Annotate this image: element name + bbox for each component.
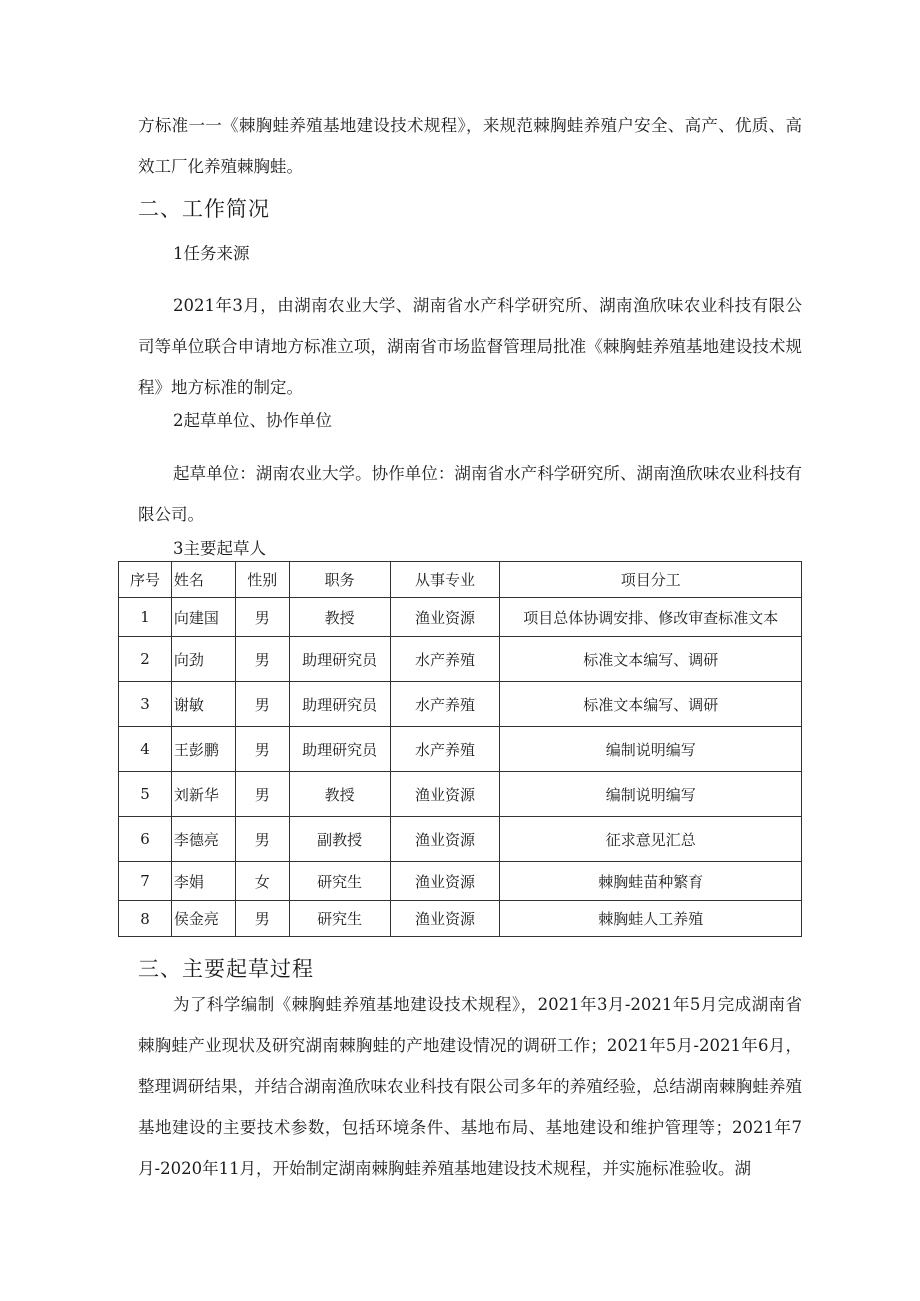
section-3-heading: 三、主要起草过程: [138, 957, 314, 981]
table-cell: 助理研究员: [289, 682, 390, 727]
table-cell: 征求意见汇总: [500, 817, 802, 862]
table-cell: 谢敏: [171, 682, 235, 727]
table-header-cell: 姓名: [171, 562, 235, 598]
table-cell: 棘胸蛙人工养殖: [500, 901, 802, 937]
table-cell: 编制说明编写: [500, 727, 802, 772]
table-cell: 向建国: [171, 598, 235, 637]
table-cell: 水产养殖: [390, 682, 500, 727]
table-cell: 向劲: [171, 637, 235, 682]
table-cell: 李德亮: [171, 817, 235, 862]
table-header-cell: 项目分工: [500, 562, 802, 598]
table-cell: 3: [119, 682, 172, 727]
table-cell: 7: [119, 862, 172, 901]
drafters-table: [118, 561, 802, 937]
table-cell: 研究生: [289, 901, 390, 937]
table-cell: 李娟: [171, 862, 235, 901]
table-cell: 男: [235, 598, 289, 637]
table-cell: 助理研究员: [289, 727, 390, 772]
table-header-cell: 职务: [289, 562, 390, 598]
table-cell: 渔业资源: [390, 772, 500, 817]
table-cell: 男: [235, 727, 289, 772]
section-2-heading: 二、工作简况: [138, 197, 270, 221]
table-row: [119, 772, 802, 817]
table-header-cell: 从事专业: [390, 562, 500, 598]
table-cell: 1: [119, 598, 172, 637]
table-cell: 女: [235, 862, 289, 901]
table-cell: 项目总体协调安排、修改审查标准文本: [500, 598, 802, 637]
table-cell: 渔业资源: [390, 598, 500, 637]
table-cell: 渔业资源: [390, 901, 500, 937]
table-cell: 副教授: [289, 817, 390, 862]
table-cell: 男: [235, 817, 289, 862]
table-cell: 男: [235, 772, 289, 817]
table-cell: 编制说明编写: [500, 772, 802, 817]
table-cell: 水产养殖: [390, 727, 500, 772]
table-row: [119, 682, 802, 727]
table-cell: 渔业资源: [390, 862, 500, 901]
table-row: [119, 727, 802, 772]
task-source-heading: 1任务来源: [173, 244, 250, 263]
table-cell: 水产养殖: [390, 637, 500, 682]
table-cell: 教授: [289, 598, 390, 637]
table-row: [119, 862, 802, 901]
table-row: [119, 637, 802, 682]
table-cell: 助理研究员: [289, 637, 390, 682]
table-row: [119, 598, 802, 637]
section-3-paragraph: 为了科学编制《棘胸蛙养殖基地建设技术规程》，2021年3月-2021年5月完成湖南省棘胸蛙产业现状及研究湖南棘胸蛙的产地建设情况的调研工作；2021年5月-2021年6月，整理调研结果，并结合湖南渔欣味农业科技有限公司多年的养殖经验，总结湖南棘胸蛙养殖基地建设的主要技术参数，包括环境条件、基地布局、基地建设和维护管理等；2021年7月-2020年11月，开始制定湖南棘胸蛙养殖基地建设技术规程，并实施标准验收。湖: [138, 995, 802, 1178]
units-paragraph: 起草单位：湖南农业大学。协作单位：湖南省水产科学研究所、湖南渔欣味农业科技有限公司。: [138, 464, 802, 524]
table-header-cell: 序号: [119, 562, 172, 598]
table-cell: 8: [119, 901, 172, 937]
table-header-cell: 性别: [235, 562, 289, 598]
units-heading: 2起草单位、协作单位: [173, 411, 332, 430]
table-cell: 渔业资源: [390, 817, 500, 862]
table-row: [119, 817, 802, 862]
table-cell: 王彭鹏: [171, 727, 235, 772]
table-cell: 男: [235, 637, 289, 682]
intro-paragraph: 方标准一一《棘胸蛙养殖基地建设技术规程》，来规范棘胸蛙养殖户安全、高产、优质、高效工厂化养殖棘胸蛙。: [138, 116, 802, 176]
table-cell: 研究生: [289, 862, 390, 901]
table-header-row: [119, 562, 802, 598]
table-cell: 男: [235, 901, 289, 937]
table-cell: 4: [119, 727, 172, 772]
task-source-paragraph: 2021年3月，由湖南农业大学、湖南省水产科学研究所、湖南渔欣味农业科技有限公司等单位联合申请地方标准立项，湖南省市场监督管理局批准《棘胸蛙养殖基地建设技术规程》地方标准的制定。: [138, 296, 802, 397]
table-cell: 教授: [289, 772, 390, 817]
table-cell: 男: [235, 682, 289, 727]
drafters-heading: 3主要起草人: [173, 539, 266, 558]
table-cell: 棘胸蛙苗种繁育: [500, 862, 802, 901]
table-cell: 2: [119, 637, 172, 682]
table-cell: 标准文本编写、调研: [500, 682, 802, 727]
table-cell: 侯金亮: [171, 901, 235, 937]
table-cell: 标准文本编写、调研: [500, 637, 802, 682]
table-row: [119, 901, 802, 937]
table-cell: 刘新华: [171, 772, 235, 817]
table-cell: 5: [119, 772, 172, 817]
table-cell: 6: [119, 817, 172, 862]
